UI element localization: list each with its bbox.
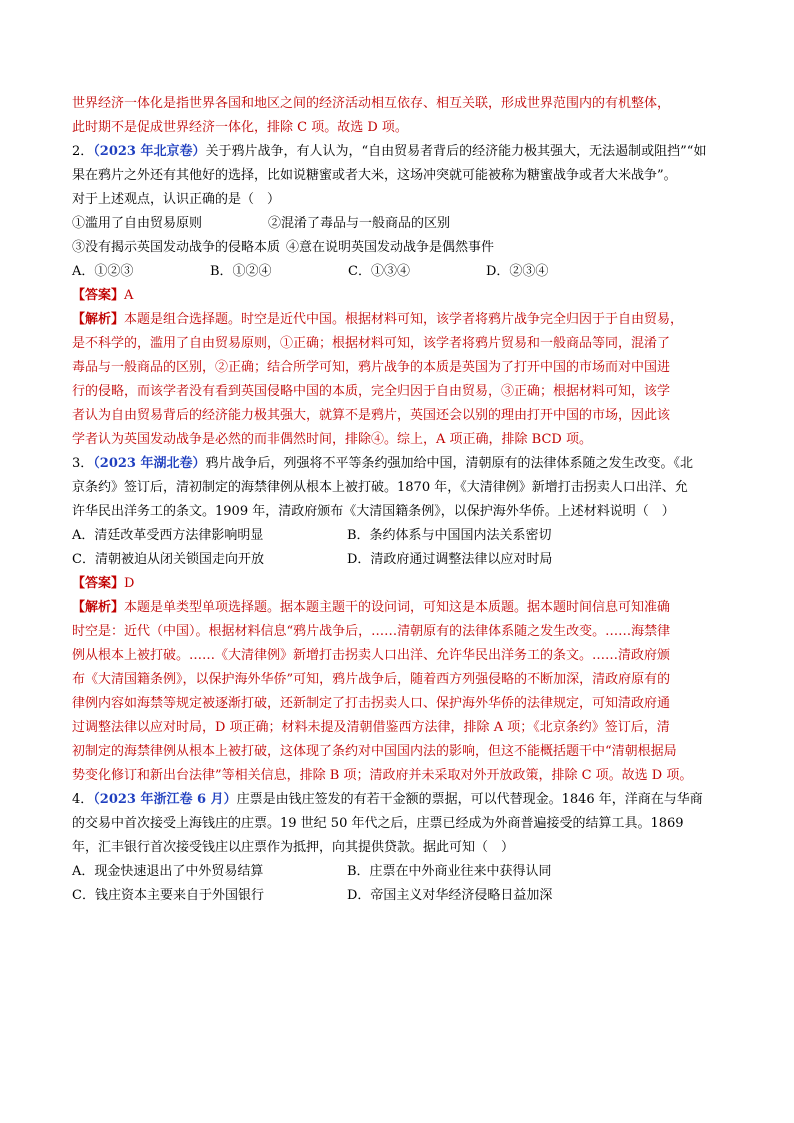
question-stem-line: 许华民出洋务工的条文。1909 年，清政府颁布《大清国籍条例》，以保护海外华侨。上述材料说明（ ）	[72, 504, 675, 519]
analysis-line: 行的侵略，而该学者没有看到英国侵略中国的本质，完全归因于自由贸易，③正确；根据材料可知，该学	[72, 384, 671, 399]
document-page	[72, 92, 732, 908]
statement-row	[72, 236, 732, 260]
answer-line	[72, 572, 732, 596]
options-row	[72, 524, 732, 548]
question-stem-text: 鸦片战争后，列强将不平等条约强加给中国，清朝原有的法律体系随之发生改变。《北	[205, 456, 694, 471]
question-stem-line	[72, 140, 732, 164]
analysis-line	[72, 596, 732, 620]
analysis-line: 毒品与一般商品的区别，②正确；结合所学可知，鸦片战争的本质是英国为了打开中国的市场而对中国进	[72, 360, 671, 375]
analysis-line: 是不科学的，滥用了自由贸易原则，①正确；根据材料可知，该学者将鸦片贸易和一般商品等同，混淆了	[72, 336, 671, 351]
prev-explanation	[72, 92, 732, 140]
answer-line	[72, 284, 732, 308]
question-stem-line: 对于上述观点，认识正确的是（ ）	[72, 192, 281, 207]
options-row	[72, 260, 732, 284]
statement-item: ④意在说明英国发动战争是偶然事件	[286, 240, 495, 255]
question-stem-line: 的交易中首次接受上海钱庄的庄票。19 世纪 50 年代之后，庄票已经成为外商普遍接受的结算工具。1869	[72, 816, 684, 831]
statement-item: ①滥用了自由贸易原则	[72, 216, 203, 231]
answer-value: D	[124, 576, 135, 591]
question-source: （2023 年湖北卷）	[93, 456, 206, 471]
options-row	[72, 548, 732, 572]
question-3	[72, 452, 732, 788]
analysis-label: 【解析】	[72, 600, 125, 615]
option-b: B．庄票在中外商业往来中获得认同	[347, 864, 552, 879]
analysis-label: 【解析】	[72, 312, 125, 327]
question-stem-line: 果在鸦片之外还有其他好的选择，比如说糖蜜或者大米，这场冲突就可能被称为糖蜜战争或者大米战争”。	[72, 168, 677, 183]
statement-row	[72, 212, 732, 236]
analysis-line: 者认为自由贸易背后的经济能力极其强大，就算不是鸦片，英国还会以别的理由打开中国的市场，因此该	[72, 408, 671, 423]
answer-label: 【答案】	[72, 576, 125, 591]
question-source: （2023 年浙江卷 6 月）	[93, 792, 237, 807]
option-a: A．①②③	[72, 264, 134, 279]
analysis-line: 势变化修订和新出台法律”等相关信息，排除 B 项；清政府并未采取对外开放政策，排除 C 项。故选 D 项。	[72, 768, 693, 783]
option-b: B．①②④	[210, 264, 272, 279]
question-number: 2．	[72, 144, 94, 159]
analysis-text: 本题是组合选择题。时空是近代中国。根据材料可知，该学者将鸦片战争完全归因于于自由贸易，	[124, 312, 684, 327]
prev-explanation-line: 世界经济一体化是指世界各国和地区之间的经济活动相互依存、相互关联，形成世界范围内的有机整体，	[72, 96, 671, 111]
analysis-line: 时空是：近代（中国）。根据材料信息“鸦片战争后，……清朝原有的法律体系随之发生改变。……海禁律	[72, 624, 671, 639]
answer-value: A	[124, 288, 134, 303]
option-c: C．清朝被迫从闭关锁国走向开放	[72, 552, 264, 567]
question-4	[72, 788, 732, 908]
prev-explanation-line: 此时期不是促成世界经济一体化，排除 C 项。故选 D 项。	[72, 120, 408, 135]
question-number: 4．	[72, 792, 94, 807]
question-stem-line: 年，汇丰银行首次接受钱庄以庄票作为抵押，向其提供贷款。据此可知（ ）	[72, 840, 515, 855]
option-d: D．②③④	[486, 264, 549, 279]
analysis-text: 本题是单类型单项选择题。据本题主题干的设问词，可知这是本质题。据本题时间信息可知准确	[124, 600, 671, 615]
question-stem-text: 庄票是由钱庄签发的有若干金额的票据，可以代替现金。1846 年，洋商在与华商	[236, 792, 703, 807]
question-stem-line	[72, 788, 732, 812]
options-row	[72, 860, 732, 884]
option-a: A．清廷改革受西方法律影响明显	[72, 528, 264, 543]
analysis-line: 律例内容如海禁等规定被逐渐打破，还新制定了打击拐卖人口、保护海外华侨的法律规定，可知清政府通	[72, 696, 671, 711]
question-source: （2023 年北京卷）	[93, 144, 206, 159]
analysis-line: 初制定的海禁律例从根本上被打破，这体现了条约对中国国内法的影响，但这不能概括题干中“清朝根据局	[72, 744, 677, 759]
option-b: B．条约体系与中国国内法关系密切	[347, 528, 552, 543]
question-number: 3．	[72, 456, 94, 471]
option-d: D．帝国主义对华经济侵略日益加深	[347, 888, 553, 903]
analysis-line	[72, 308, 732, 332]
option-a: A．现金快速退出了中外贸易结算	[72, 864, 264, 879]
analysis-line: 过调整法律以应对时局，D 项正确；材料未提及清朝借鉴西方法律，排除 A 项；《北京条约》签订后，清	[72, 720, 670, 735]
statement-item: ③没有揭示英国发动战争的侵略本质	[72, 240, 281, 255]
option-c: C．①③④	[348, 264, 410, 279]
analysis-line: 例从根本上被打破。……《大清律例》新增打击拐卖人口出洋、允许华民出洋务工的条文。……清政府颁	[72, 648, 671, 663]
statement-item: ②混淆了毒品与一般商品的区别	[268, 216, 451, 231]
analysis-line: 布《大清国籍条例》，以保护海外华侨”可知，鸦片战争后，随着西方列强侵略的不断加深，清政府原有的	[72, 672, 671, 687]
option-d: D．清政府通过调整法律以应对时局	[347, 552, 553, 567]
option-c: C．钱庄资本主要来自于外国银行	[72, 888, 264, 903]
question-2	[72, 140, 732, 452]
question-stem-text: 关于鸦片战争，有人认为，“自由贸易者背后的经济能力极其强大，无法遏制或阻挡”“如	[205, 144, 707, 159]
question-stem-line: 京条约》签订后，清初制定的海禁律例从根本上被打破。1870 年，《大清律例》新增打击拐卖人口出洋、允	[72, 480, 688, 495]
analysis-line: 学者认为英国发动战争是必然的而非偶然时间，排除④。综上，A 项正确，排除 BCD 项。	[72, 432, 592, 447]
question-stem-line	[72, 452, 732, 476]
answer-label: 【答案】	[72, 288, 125, 303]
options-row	[72, 884, 732, 908]
